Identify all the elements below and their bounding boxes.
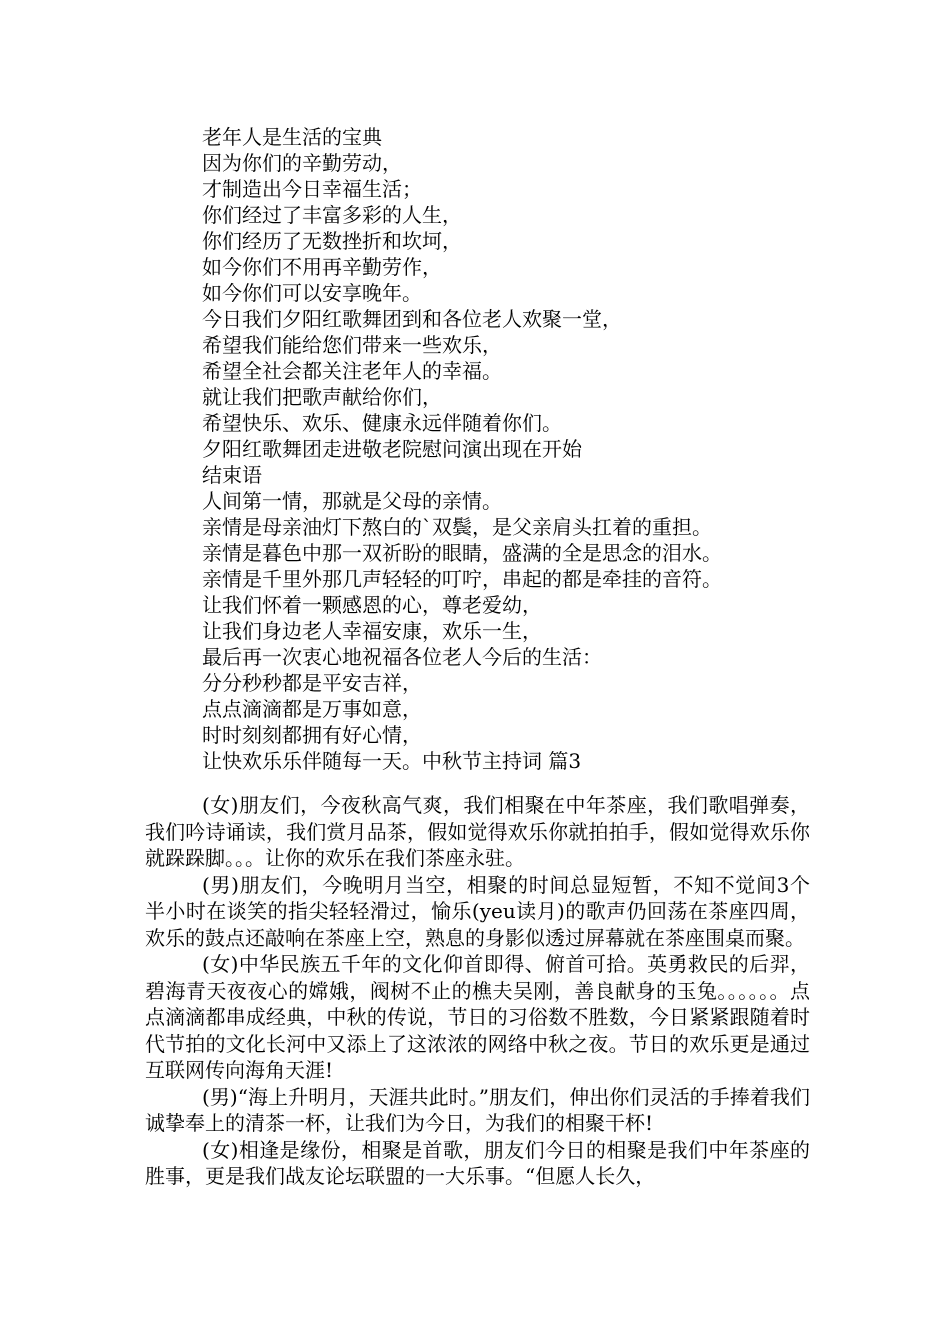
verse-line: 就让我们把歌声献给你们， [202,385,442,409]
verse-line: 亲情是母亲油灯下熬白的`双鬓，是父亲肩头扛着的重担。 [202,515,712,539]
verse-line: 让我们身边老人幸福安康，欢乐一生， [202,619,542,643]
verse-line: 夕阳红歌舞团走进敬老院慰问演出现在开始 [202,437,582,461]
verse-line: 希望我们能给您们带来一些欢乐， [202,333,502,357]
verse-line: 分分秒秒都是平安吉祥， [202,671,422,695]
paragraph: (女)朋友们，今夜秋高气爽，我们相聚在中年茶座，我们歌唱弹奏，我们吟诗诵读，我们赏月品茶，假如觉得欢乐你就拍拍手，假如觉得欢乐你就跺跺脚。。。让你的欢乐在我们茶座永驻。 [145,793,810,870]
verse-line: 希望快乐、欢乐、健康永远伴随着你们。 [202,411,562,435]
verse-line: 人间第一情，那就是父母的亲情。 [202,489,502,513]
verse-block [202,124,722,774]
verse-line: 你们经历了无数挫折和坎坷， [202,229,462,253]
verse-line: 亲情是暮色中那一双祈盼的眼睛，盛满的全是思念的泪水。 [202,541,722,565]
verse-line: 你们经过了丰富多彩的人生， [202,203,462,227]
verse-line: 点点滴滴都是万事如意， [202,697,422,721]
verse-line: 让我们怀着一颗感恩的心，尊老爱幼， [202,593,542,617]
verse-line: 如今你们可以安享晚年。 [202,281,422,305]
paragraph: (男)朋友们，今晚明月当空，相聚的时间总显短暂，不知不觉间3个半小时在谈笑的指尖轻轻滑过，愉乐(yeu读月)的歌声仍回荡在茶座四周，欢乐的鼓点还敲响在茶座上空，熟息的身影似透过屏幕就在茶座围桌而聚。 [145,872,810,950]
paragraph: (女)相逢是缘份，相聚是首歌，朋友们今日的相聚是我们中年茶座的胜事，更是我们战友论坛联盟的一大乐事。“但愿人长久， [145,1137,810,1188]
verse-line: 今日我们夕阳红歌舞团到和各位老人欢聚一堂， [202,307,622,331]
verse-line: 老年人是生活的宝典 [202,125,382,149]
verse-line: 才制造出今日幸福生活； [202,177,422,201]
verse-line: 如今你们不用再辛勤劳作， [202,255,442,279]
verse-line: 亲情是千里外那几声轻轻的叮咛，串起的都是牵挂的音符。 [202,567,722,591]
section-heading: 结束语 [202,463,262,487]
verse-line: 让快欢乐乐伴随每一天。中秋节主持词 篇3 [202,749,582,773]
verse-line: 希望全社会都关注老年人的幸福。 [202,359,502,383]
prose-block [145,792,810,1190]
paragraph: (女)中华民族五千年的文化仰首即得、俯首可拾。英勇救民的后羿，碧海青天夜夜心的嫦娥，阀树不止的樵夫吴刚，善良献身的玉兔。。。。。。点点滴滴都串成经典，中秋的传说，节日的习俗数不胜数，今日紧紧跟随着时代节拍的文化长河中又添上了这浓浓的网络中秋之夜。节日的欢乐更是通过互联网传向海角天涯! [145,952,810,1082]
verse-line: 时时刻刻都拥有好心情， [202,723,422,747]
paragraph: (男)“海上升明月，天涯共此时。”朋友们，伸出你们灵活的手捧着我们诚挚奉上的清茶一杯，让我们为今日，为我们的相聚干杯! [145,1084,810,1135]
verse-line: 最后再一次衷心地祝福各位老人今后的生活： [202,645,602,669]
verse-line: 因为你们的辛勤劳动， [202,151,402,175]
